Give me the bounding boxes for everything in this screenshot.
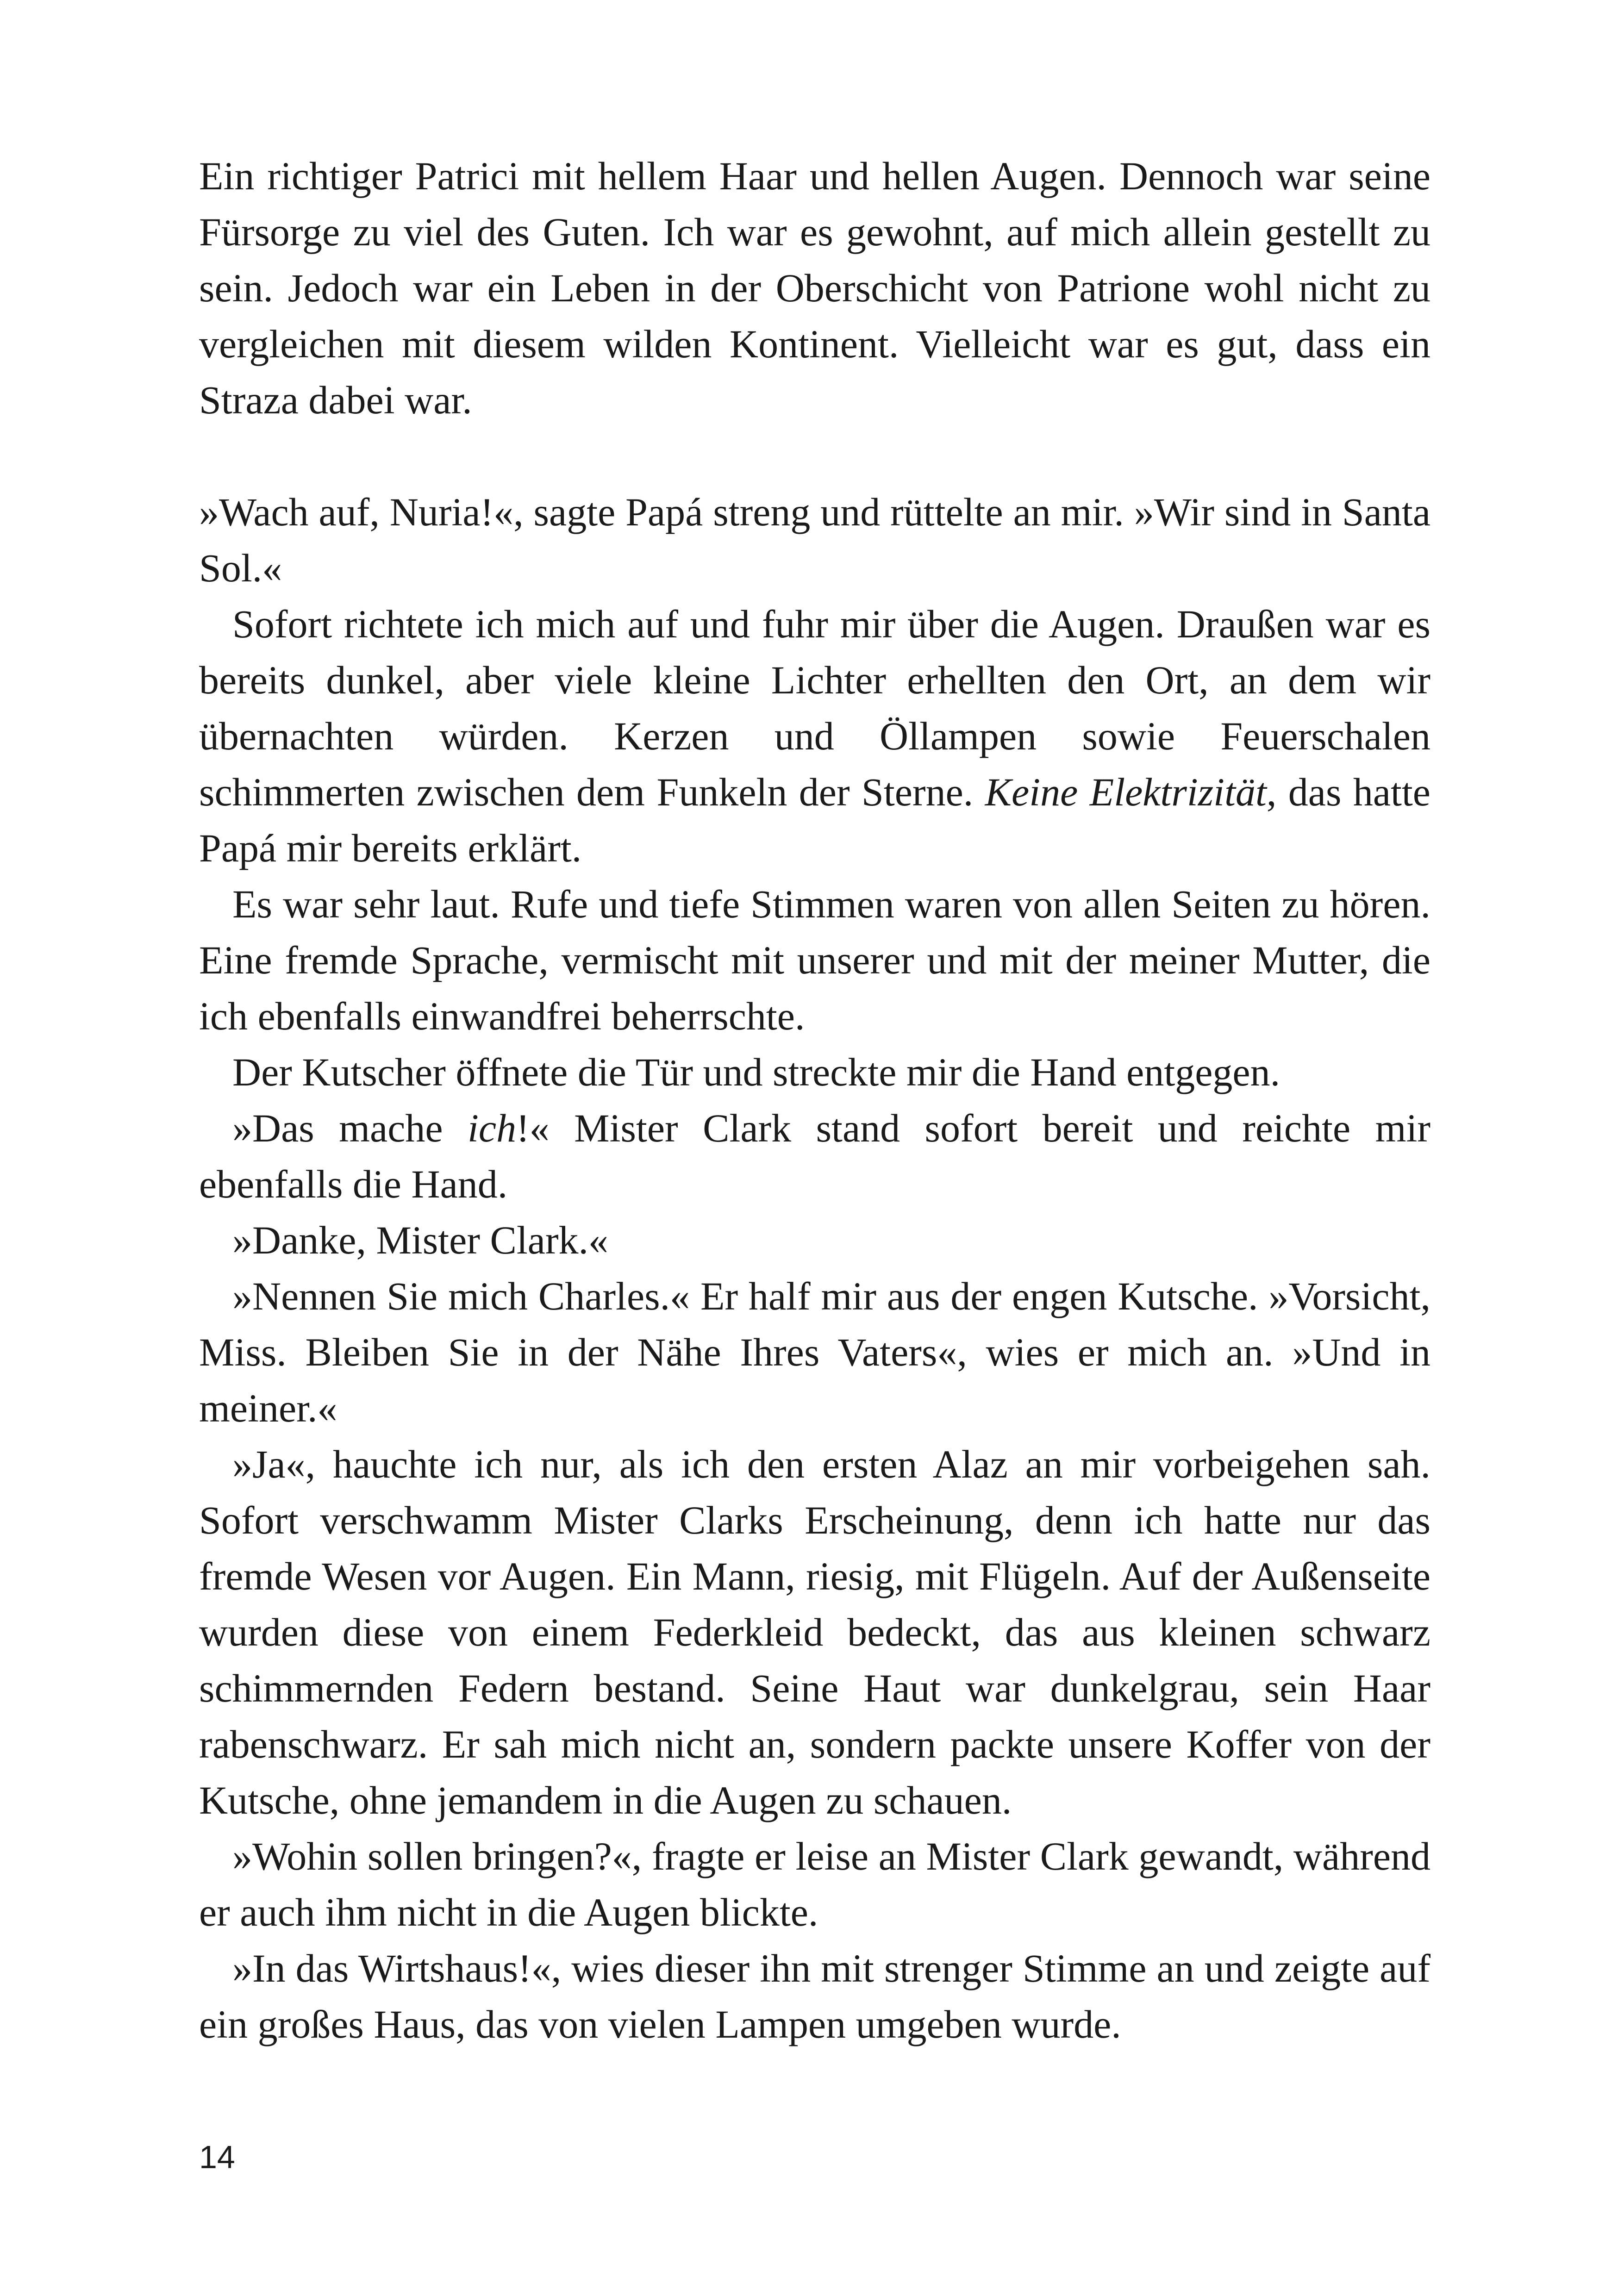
paragraph (199, 1436, 1430, 1828)
text-run: Ein richtiger Patrici mit hellem Haar und hellen Augen. Dennoch war seine Fürsorge zu viel des Guten. Ich war es gewohnt, auf mich allein gestellt zu sein. Jedoch war ein Leben in der Oberschicht von Patrione wohl nicht zu vergleichen mit diesem wilden Kontinent. Vielleicht war es gut, dass ein Straza dabei war. (199, 154, 1430, 422)
text-run: , das hatte Papá mir bereits erklärt. (199, 770, 1430, 870)
text-run: Der Kutscher öffnete die Tür und streckte mir die Hand entgegen. (232, 1050, 1280, 1094)
italic-text: Keine Elektrizität (985, 770, 1267, 814)
text-run: Sofort richtete ich mich auf und fuhr mir über die Augen. Draußen war es bereits dunkel, aber viele kleine Lichter erhellten den Ort, an dem wir übernachten würden. Kerzen und Öllampen sowie Feuerschalen schimmerten zwischen dem Funkeln der Sterne. (199, 602, 1430, 814)
paragraph (199, 1212, 1430, 1268)
text-run: »Danke, Mister Clark.« (232, 1218, 609, 1262)
paragraph (199, 484, 1430, 596)
text-run: !« Mister Clark stand sofort bereit und reichte mir ebenfalls die Hand. (199, 1106, 1430, 1206)
paragraph (199, 1100, 1430, 1212)
paragraph (199, 148, 1430, 428)
paragraph (199, 1828, 1430, 1940)
text-run: Es war sehr laut. Rufe und tiefe Stimmen waren von allen Seiten zu hören. Eine fremde Sprache, vermischt mit unserer und mit der meiner Mutter, die ich ebenfalls einwandfrei beherrschte. (199, 882, 1430, 1038)
text-run: »Wohin sollen bringen?«, fragte er leise an Mister Clark gewandt, während er auch ihm nicht in die Augen blickte. (199, 1834, 1430, 1934)
paragraph (199, 596, 1430, 876)
text-run: »Wach auf, Nuria!«, sagte Papá streng und rüttelte an mir. »Wir sind in Santa Sol.« (199, 490, 1430, 590)
text-run: »Nennen Sie mich Charles.« Er half mir aus der engen Kutsche. »Vorsicht, Miss. Bleiben Sie in der Nähe Ihres Vaters«, wies er mich an. »Und in meiner.« (199, 1274, 1430, 1430)
page-number: 14 (199, 2139, 235, 2175)
paragraph (199, 1940, 1430, 2052)
text-run: »In das Wirtshaus!«, wies dieser ihn mit strenger Stimme an und zeigte auf ein großes Haus, das von vielen Lampen umgeben wurde. (199, 1946, 1430, 2046)
italic-text: ich (468, 1106, 517, 1150)
paragraph (199, 876, 1430, 1044)
paragraph (199, 1044, 1430, 1100)
text-run: »Das mache (232, 1106, 468, 1150)
body-text (199, 148, 1430, 2052)
paragraph (199, 1268, 1430, 1436)
text-run: »Ja«, hauchte ich nur, als ich den ersten Alaz an mir vorbeigehen sah. Sofort verschwamm Mister Clarks Erscheinung, denn ich hatte nur das fremde Wesen vor Augen. Ein Mann, riesig, mit Flügeln. Auf der Außenseite wurden diese von einem Federkleid bedeckt, das aus kleinen schwarz schimmernden Federn bestand. Seine Haut war dunkelgrau, sein Haar rabenschwarz. Er sah mich nicht an, sondern packte unsere Koffer von der Kutsche, ohne jemandem in die Augen zu schauen. (199, 1442, 1430, 1822)
